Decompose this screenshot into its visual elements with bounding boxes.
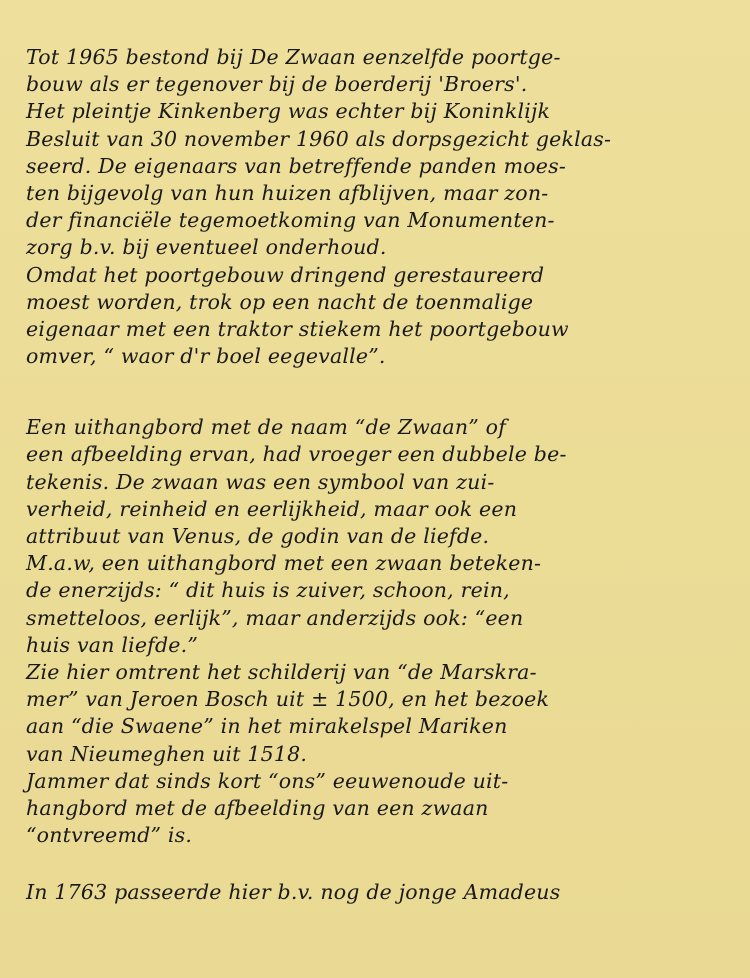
paragraph-gap (26, 849, 726, 879)
closing-line: In 1763 passeerde hier b.v. nog de jonge Amadeus (26, 880, 561, 905)
handwritten-text (26, 44, 726, 906)
text-line: seerd. De eigenaars van betreffende panden moes- (26, 153, 566, 178)
text-line: Een uithangbord met de naam “de Zwaan” of (26, 415, 506, 440)
text-line: “ontvreemd” is. (26, 823, 193, 848)
text-line: Omdat het poortgebouw dringend gerestaureerd (26, 262, 545, 287)
text-line: mer” van Jeroen Bosch uit ± 1500, en het bezoek (26, 687, 550, 712)
text-line: attribuut van Venus, de godin van de liefde. (26, 524, 490, 548)
text-line: bouw als er tegenover bij de boerderij 'Broers'. (26, 72, 528, 97)
text-line: eigenaar met een traktor stiekem het poortgebouw (26, 316, 569, 341)
text-line: ten bijgevolg van hun huizen afblijven, maar zon- (26, 180, 549, 205)
text-line: der financiële tegemoetkoming van Monumenten- (26, 208, 555, 233)
text-line: moest worden, trok op een nacht de toenmalige (26, 289, 534, 314)
text-line: Zie hier omtrent het schilderij van “de Marskra- (26, 659, 537, 684)
paragraph-history (26, 44, 726, 370)
text-line: Besluit van 30 november 1960 als dorpsgezicht geklas- (26, 126, 612, 151)
paragraph-signboard (26, 414, 726, 849)
paragraph-gap (26, 370, 726, 414)
text-line: Tot 1965 bestond bij De Zwaan eenzelfde poortge- (26, 45, 561, 69)
text-line: aan “die Swaene” in het mirakelspel Mariken (26, 714, 508, 739)
text-line: Jammer dat sinds kort “ons” eeuwenoude uit- (26, 768, 509, 793)
text-line: tekenis. De zwaan was een symbool van zui- (26, 469, 495, 494)
text-line: hangbord met de afbeelding van een zwaan (26, 795, 489, 820)
text-line: omver, “ waor d'r boel eegevalle”. (26, 344, 386, 369)
text-line: zorg b.v. bij eventueel onderhoud. (26, 235, 387, 260)
text-line: een afbeelding ervan, had vroeger een dubbele be- (26, 442, 567, 467)
text-line: van Nieumeghen uit 1518. (26, 741, 308, 766)
text-line: huis van liefde.” (26, 632, 199, 657)
text-line: Het pleintje Kinkenberg was echter bij Koninklijk (26, 99, 551, 124)
text-line: smetteloos, eerlijk”, maar anderzijds ook: “een (26, 605, 524, 630)
text-line: M.a.w, een uithangbord met een zwaan beteken- (26, 551, 542, 576)
text-line: verheid, reinheid en eerlijkheid, maar ook een (26, 496, 518, 521)
text-line: de enerzijds: “ dit huis is zuiver, schoon, rein, (26, 578, 510, 603)
